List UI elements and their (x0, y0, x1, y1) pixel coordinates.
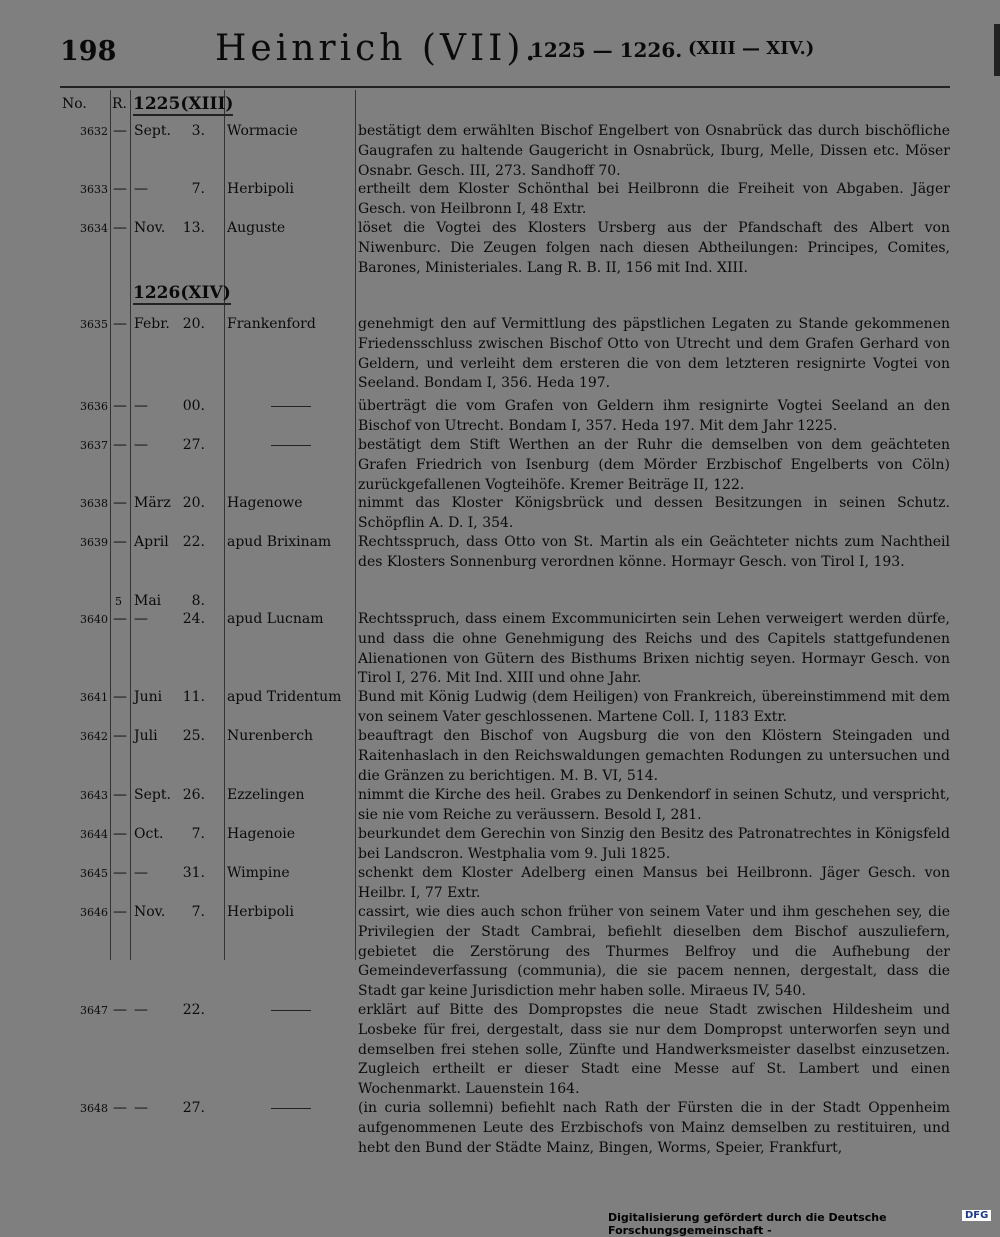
entry-number: 3638 (80, 497, 108, 510)
entry-day: 24. (182, 611, 205, 627)
entry-text: Rechtsspruch, dass Otto von St. Martin als ein Geächteter nichts zum Nachtheil des Klosters Sonnenburg verordnen könne. Hormayr Gesch. von Tirol I, 193. (358, 534, 950, 570)
entry-text: löset die Vogtei des Klosters Ursberg aus der Pfandschaft des Albert von Niwenburc. Die Zeugen folgen nach diesen Abtheilungen: Principes, Comites, Barones, Ministeriales. Lang R. B. II, 156 mit Ind. XIII. (358, 220, 950, 276)
entry-place: apud Tridentum (227, 689, 342, 705)
entry-regest-mark: — (113, 611, 127, 627)
entry-month: — (134, 181, 148, 197)
entry-regest-mark: — (113, 728, 127, 744)
entry-month: Sept. (134, 787, 171, 803)
entry-number: 3635 (80, 318, 108, 331)
entry-text: cassirt, wie dies auch schon früher von seinem Vater und ihm geschehen sey, die Privilegien der Stadt Cambrai, befiehlt dieselben dem Bischof auszuliefern, gebietet die Zerstörung des Thurmes Belfroy und die Aufhebung der Gemeindeverfassung (communia), die sie pacem nennen, dergestalt, dass die Stadt gar keine Jurisdiction mehr haben solle. Miraeus IV, 540. (358, 904, 950, 1000)
entry-month: April (134, 534, 169, 550)
entry-regest-mark: — (113, 787, 127, 803)
entry-place: Hagenowe (227, 495, 303, 511)
entry-day: 7. (191, 904, 205, 920)
entry-month: Juni (134, 689, 163, 705)
entry-day: 22. (182, 534, 205, 550)
entry-day: 25. (182, 728, 205, 744)
place-dash-line (271, 406, 311, 407)
entry-place: Herbipoli (227, 904, 294, 920)
entry-place-empty (227, 397, 355, 417)
entry-regest-mark: — (113, 398, 127, 414)
entry-place: Auguste (227, 220, 286, 236)
entry-regest-mark: — (113, 826, 127, 842)
entry-month: Febr. (134, 316, 170, 332)
entry-day: 3. (191, 123, 205, 139)
entry-month: Sept. (134, 123, 171, 139)
entry-number: 3639 (80, 536, 108, 549)
entry-place: apud Brixinam (227, 534, 332, 550)
entry-number: 3648 (80, 1102, 108, 1115)
entry-text: Rechtsspruch, dass einem Excommunicirten sein Lehen verweigert werden dürfe, und dass die ohne Genehmigung des Reichs und des Capitels stattgefundenen Alienationen von Gütern des Bisthums Brixen nichtig seyen. Hormayr Gesch. von Tirol I, 276. Mit Ind. XIII und ohne Jahr. (358, 611, 950, 687)
entry-month: Juli (134, 728, 158, 744)
entry-place: apud Lucnam (227, 611, 324, 627)
page-header (0, 26, 1000, 86)
entry-number: 3643 (80, 789, 108, 802)
entry-month: — (134, 611, 148, 627)
entry-number: 3642 (80, 730, 108, 743)
year-heading-1226: 1226(XIV) (133, 283, 231, 303)
entry-month: — (134, 398, 148, 414)
dfg-logo: DFG (962, 1210, 991, 1221)
entry-place-empty (227, 436, 355, 456)
entry-day: 22. (182, 1002, 205, 1018)
place-dash-line (271, 1010, 311, 1011)
entry-text: schenkt dem Kloster Adelberg einen Mansus bei Heilbronn. Jäger Gesch. von Heilbr. I, 77 Extr. (358, 865, 950, 901)
entry-day: 8. (191, 593, 205, 609)
entry-day: 7. (191, 826, 205, 842)
entry-text: bestätigt dem erwählten Bischof Engelbert von Osnabrück das durch bischöfliche Gaugrafen zu haltende Gaugericht in Osnabrück, Iburg, Melle, Dissen etc. Möser Osnabr. Gesch. III, 273. Sandhoff 70. (358, 123, 950, 179)
entry-day: 00. (182, 398, 205, 414)
entry-regest-mark: — (113, 220, 127, 236)
entry-place-empty (227, 1001, 355, 1021)
column-rule (110, 90, 111, 960)
entry-regest-mark: — (113, 534, 127, 550)
entry-day: 7. (191, 181, 205, 197)
entry-text: Bund mit König Ludwig (dem Heiligen) von Frankreich, übereinstimmend mit dem von seinem Vater geschlossenen. Martene Coll. I, 1183 Extr. (358, 689, 950, 725)
entry-number: 3633 (80, 183, 108, 196)
entry-number: 3647 (80, 1004, 108, 1017)
entry-text: nimmt das Kloster Königsbrück und dessen Besitzungen in seinen Schutz. Schöpflin A. D. I, 354. (358, 495, 950, 531)
entry-place: Ezzelingen (227, 787, 305, 803)
entry-text: ertheilt dem Kloster Schönthal bei Heilbronn die Freiheit von Abgaben. Jäger Gesch. von Heilbronn I, 48 Extr. (358, 181, 950, 217)
place-dash-line (271, 445, 311, 446)
entry-regest-mark: — (113, 865, 127, 881)
entry-day: 31. (182, 865, 205, 881)
entry-text: bestätigt dem Stift Werthen an der Ruhr die demselben von dem geächteten Grafen Friedrich von Isenburg (dem Mörder Erzbischof Engelberts von Cöln) zurückgefallenen Vogteihöfe. Kremer Beiträge II, 122. (358, 437, 950, 493)
entry-text: nimmt die Kirche des heil. Grabes zu Denkendorf in seinen Schutz, und verspricht, sie nie vom Reiche zu veräussern. Besold I, 281. (358, 787, 950, 823)
entry-day: 13. (182, 220, 205, 236)
entry-regest-mark: — (113, 904, 127, 920)
entry-number: 3645 (80, 867, 108, 880)
entry-month: — (134, 865, 148, 881)
entry-place: Wormacie (227, 123, 298, 139)
place-dash-line (271, 1108, 311, 1109)
entry-place: Nurenberch (227, 728, 314, 744)
header-roman-years: (XIII — XIV.) (688, 38, 815, 59)
entry-day: 26. (182, 787, 205, 803)
entry-place: Wimpine (227, 865, 290, 881)
entry-day: 27. (182, 1100, 205, 1116)
entry-place: Herbipoli (227, 181, 294, 197)
entry-month: März (134, 495, 171, 511)
entry-number: 3646 (80, 906, 108, 919)
column-rule (355, 90, 356, 960)
entry-number: 3636 (80, 400, 108, 413)
year-heading-1225: 1225(XIII) (133, 94, 234, 114)
entry-text: überträgt die vom Grafen von Geldern ihm resignirte Vogtei Seeland an den Bischof von Utrecht. Bondam I, 357. Heda 197. Mit dem Jahr 1225. (358, 398, 950, 434)
entry-regest-mark: — (113, 316, 127, 332)
entry-number: 3644 (80, 828, 108, 841)
entry-day: 27. (182, 437, 205, 453)
entry-number: 3632 (80, 125, 108, 138)
header-rule (60, 86, 950, 88)
page-number: 198 (60, 36, 117, 67)
entry-month: — (134, 1100, 148, 1116)
entry-text: beurkundet dem Gerechin von Sinzig den Besitz des Patronatrechtes in Königsfeld bei Landscron. Westphalia vom 9. Juli 1825. (358, 826, 950, 862)
entry-number: 3637 (80, 439, 108, 452)
entry-month: — (134, 1002, 148, 1018)
entry-number: 3640 (80, 613, 108, 626)
column-rule (224, 90, 225, 960)
column-header-no: No. (62, 96, 87, 112)
entry-regest-mark: — (113, 689, 127, 705)
entry-regest-mark: — (113, 437, 127, 453)
entry-number: 3641 (80, 691, 108, 704)
header-years: 1225 — 1226. (530, 38, 683, 62)
entry-place: Frankenford (227, 316, 316, 332)
entry-regest-mark: — (113, 495, 127, 511)
entry-month: Mai (134, 593, 162, 609)
entry-place: Hagenoie (227, 826, 296, 842)
page-title: Heinrich (VII). (215, 28, 540, 69)
entry-regest-mark: — (113, 181, 127, 197)
entry-text: erklärt auf Bitte des Dompropstes die neue Stadt zwischen Hildesheim und Losbeke für frei, dergestalt, dass sie nur dem Dompropst unterworfen seyn und demselben frei stehen solle, Zünfte und Handwerksmeister daselbst einzusetzen. Zugleich ertheilt er dieser Stadt eine Messe auf St. Lambert und einen Wochenmarkt. Lauenstein 164. (358, 1002, 950, 1098)
entry-regest-mark: — (113, 1100, 127, 1116)
entry-text: genehmigt den auf Vermittlung des päpstlichen Legaten zu Stande gekommenen Friedensschluss zwischen Bischof Otto von Utrecht und dem Grafen Gerhard von Geldern, und verleiht dem ersteren die von dem letzteren resignirte Vogtei von Seeland. Bondam I, 356. Heda 197. (358, 316, 950, 392)
page-edge-mark (994, 24, 1000, 76)
entry-regest-mark: — (113, 123, 127, 139)
entry-regest-mark: — (113, 1002, 127, 1018)
entry-day: 20. (182, 495, 205, 511)
entry-month: Oct. (134, 826, 164, 842)
digitization-credit: Digitalisierung gefördert durch die Deutsche Forschungsgemeinschaft - (608, 1211, 887, 1237)
entry-day: 20. (182, 316, 205, 332)
entry-text: beauftragt den Bischof von Augsburg die von den Klöstern Steingaden und Raitenhaslach in den Reichswaldungen gemachten Rodungen zu untersuchen und die Gränzen zu berichtigen. M. B. VI, 514. (358, 728, 950, 784)
entry-month: Nov. (134, 220, 166, 236)
column-header-r: R. (112, 96, 127, 112)
entry-day: 11. (182, 689, 205, 705)
entry-number: 3634 (80, 222, 108, 235)
entry-text: (in curia sollemni) befiehlt nach Rath der Fürsten die in der Stadt Oppenheim aufgenommenen Leute des Erzbischofs von Mainz demselben zu restituiren, und hebt den Bund der Städte Mainz, Bingen, Worms, Speier, Frankfurt, (358, 1100, 950, 1156)
entry-place-empty (227, 1099, 355, 1119)
entry-month: — (134, 437, 148, 453)
entry-month: Nov. (134, 904, 166, 920)
column-rule (130, 90, 131, 960)
entry-regest-mark: 5 (115, 595, 122, 608)
